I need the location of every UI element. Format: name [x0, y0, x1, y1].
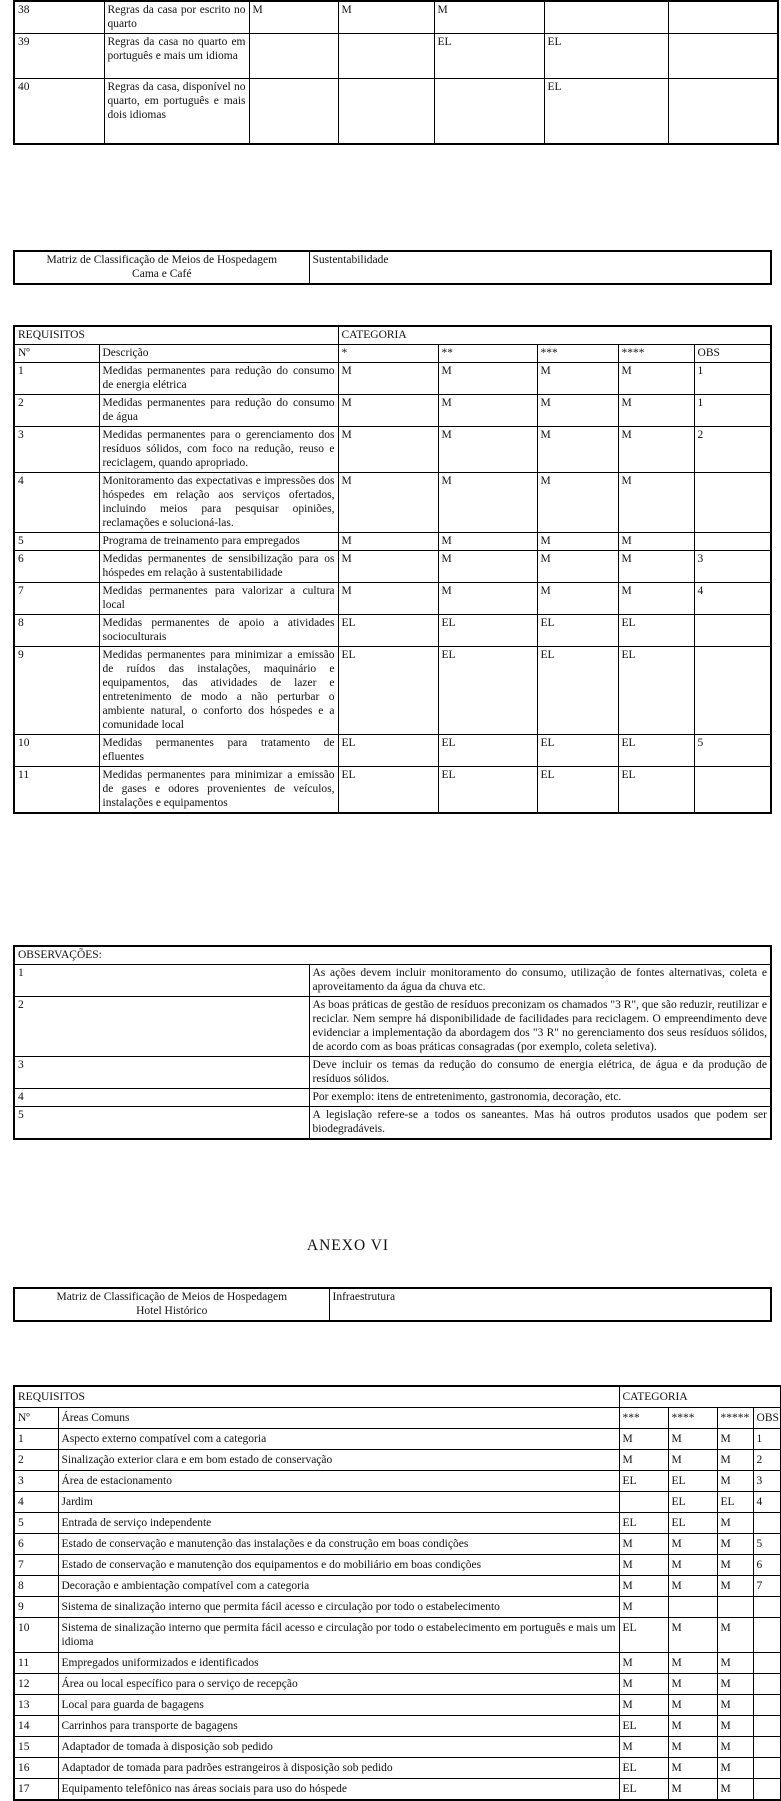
matrix-header-cama-e-cafe	[13, 250, 772, 285]
table-row	[14, 427, 771, 473]
obs-cell	[753, 1618, 781, 1653]
table-row	[14, 647, 771, 735]
obs-text: As boas práticas de gestão de resíduos preconizam os chamados "3 R", que são reduzir, reutilizar e reciclar. Nem sempre há disponibilidade de facilidades para reciclagem. O empreendimento deve evidenciar a implementação da abordagem dos "3 R" no gerenciamento dos seus resíduos sólidos, de acordo com as boas práticas consagradas (por exemplo, coleta seletiva).	[309, 997, 771, 1057]
star-cell: M	[619, 1674, 668, 1695]
star-cell: M	[668, 1653, 717, 1674]
requirement-description: Medidas permanentes para o gerenciamento dos resíduos sólidos, com foco na redução, reuso e reciclagem, quando apropriado.	[99, 427, 338, 473]
row-number: 7	[14, 1555, 58, 1576]
observacoes-table-body	[14, 965, 771, 1140]
star-cell: EL	[544, 79, 668, 144]
table-row	[14, 251, 771, 284]
star-cell: M	[438, 473, 537, 533]
column-header-numero: Nº	[14, 1408, 58, 1429]
obs-cell: 1	[694, 395, 771, 427]
row-number: 39	[14, 34, 104, 79]
requirement-description: Medidas permanentes para minimizar a emissão de ruídos das instalações, maquinário e equipamentos, das atividades de lazer e entretenimento de modo a não perturbar o ambiente natural, o conforto dos hóspedes e a comunidade local	[99, 647, 338, 735]
obs-cell	[753, 1737, 781, 1758]
matrix-title: Matriz de Classificação de Meios de Hospedagem	[46, 254, 278, 266]
star-cell: M	[438, 533, 537, 551]
star-cell: M	[618, 583, 694, 615]
obs-cell	[694, 533, 771, 551]
column-header-row	[14, 345, 771, 363]
obs-cell	[694, 767, 771, 814]
obs-cell	[753, 1779, 781, 1801]
table-row	[14, 1695, 781, 1716]
star-cell: M	[717, 1758, 753, 1779]
star-cell: EL	[618, 735, 694, 767]
column-header-1-star: *	[338, 345, 438, 363]
star-cell: M	[668, 1429, 717, 1450]
obs-cell	[753, 1758, 781, 1779]
star-cell	[619, 1492, 668, 1513]
obs-cell	[753, 1674, 781, 1695]
star-cell: M	[537, 395, 618, 427]
star-cell: M	[338, 533, 438, 551]
matrix-title-cell	[14, 1288, 329, 1321]
star-cell: M	[619, 1695, 668, 1716]
star-cell: M	[619, 1737, 668, 1758]
obs-cell: 6	[753, 1555, 781, 1576]
star-cell: M	[668, 1674, 717, 1695]
obs-cell: 4	[694, 583, 771, 615]
star-cell: M	[338, 427, 438, 473]
row-number: 6	[14, 551, 99, 583]
requirement-description: Local para guarda de bagagens	[58, 1695, 619, 1716]
star-cell	[249, 34, 338, 79]
row-number: 3	[14, 1471, 58, 1492]
star-cell: EL	[668, 1492, 717, 1513]
house-rules-table-body	[14, 1, 778, 144]
group-header-row	[14, 1386, 781, 1408]
star-cell: M	[537, 427, 618, 473]
table-row	[14, 1618, 781, 1653]
row-number: 2	[14, 395, 99, 427]
table-row	[14, 1107, 771, 1140]
column-header-areas-comuns: Áreas Comuns	[58, 1408, 619, 1429]
star-cell: M	[537, 551, 618, 583]
requirement-description: Medidas permanentes para redução do consumo de energia elétrica	[99, 363, 338, 395]
star-cell: M	[717, 1534, 753, 1555]
table-row	[14, 1471, 781, 1492]
star-cell: M	[338, 551, 438, 583]
star-cell: M	[618, 551, 694, 583]
star-cell: M	[619, 1597, 668, 1618]
star-cell: M	[618, 473, 694, 533]
obs-cell	[668, 1, 778, 34]
star-cell: M	[338, 363, 438, 395]
star-cell: EL	[438, 647, 537, 735]
star-cell: M	[537, 533, 618, 551]
requirement-description: Carrinhos para transporte de bagagens	[58, 1716, 619, 1737]
star-cell: EL	[619, 1779, 668, 1801]
row-number: 9	[14, 647, 99, 735]
obs-cell	[753, 1513, 781, 1534]
star-cell: M	[618, 363, 694, 395]
star-cell: EL	[537, 767, 618, 814]
obs-text: A legislação refere-se a todos os saneantes. Mas há outros produtos usados que podem ser biodegradáveis.	[309, 1107, 771, 1140]
column-header-4-star: ****	[668, 1408, 717, 1429]
table-row	[14, 1513, 781, 1534]
star-cell: EL	[668, 1471, 717, 1492]
obs-text: Deve incluir os temas da redução do consumo de energia elétrica, de água e da produção de resíduos sólidos.	[309, 1057, 771, 1089]
star-cell: M	[619, 1653, 668, 1674]
table-row	[14, 1653, 781, 1674]
table-row	[14, 1288, 771, 1321]
obs-number: 1	[14, 965, 309, 997]
star-cell	[249, 79, 338, 144]
table-row	[14, 1758, 781, 1779]
requirement-description: Monitoramento das expectativas e impressões dos hóspedes em relação aos serviços ofertados, incluindo meios para pesquisar opiniões, reclamações e solucioná-las.	[99, 473, 338, 533]
star-cell: EL	[619, 1716, 668, 1737]
star-cell: EL	[338, 647, 438, 735]
row-number: 38	[14, 1, 104, 34]
obs-number: 5	[14, 1107, 309, 1140]
row-number: 6	[14, 1534, 58, 1555]
row-number: 40	[14, 79, 104, 144]
star-cell: M	[668, 1618, 717, 1653]
obs-cell	[753, 1653, 781, 1674]
row-number: 5	[14, 1513, 58, 1534]
matrix-title-cell	[14, 251, 309, 284]
star-cell: M	[619, 1450, 668, 1471]
column-header-3-star: ***	[537, 345, 618, 363]
table-row	[14, 1450, 781, 1471]
star-cell: M	[438, 427, 537, 473]
obs-cell: 3	[753, 1471, 781, 1492]
table-row	[14, 395, 771, 427]
table-row	[14, 615, 771, 647]
sustentabilidade-table-body	[14, 363, 771, 814]
star-cell: M	[619, 1555, 668, 1576]
star-cell: EL	[717, 1492, 753, 1513]
star-cell: M	[619, 1534, 668, 1555]
obs-cell	[694, 473, 771, 533]
star-cell: M	[338, 395, 438, 427]
observacoes-table	[13, 945, 772, 1140]
row-number: 11	[14, 767, 99, 814]
star-cell: M	[717, 1471, 753, 1492]
obs-cell: 2	[753, 1450, 781, 1471]
star-cell: M	[717, 1674, 753, 1695]
row-number: 13	[14, 1695, 58, 1716]
star-cell: EL	[619, 1618, 668, 1653]
table-row	[14, 1429, 781, 1450]
sustentabilidade-requirements-table	[13, 325, 772, 814]
obs-cell	[694, 647, 771, 735]
table-row	[14, 551, 771, 583]
star-cell: M	[537, 363, 618, 395]
row-number: 8	[14, 615, 99, 647]
star-cell: M	[668, 1555, 717, 1576]
requirement-description: Medidas permanentes para redução do consumo de água	[99, 395, 338, 427]
star-cell: M	[668, 1695, 717, 1716]
star-cell	[544, 1, 668, 34]
requirement-description: Empregados uniformizados e identificados	[58, 1653, 619, 1674]
requirement-description: Área ou local específico para o serviço de recepção	[58, 1674, 619, 1695]
requirement-description: Sistema de sinalização interno que permita fácil acesso e circulação por todo o estabelecimento em português e mais um idioma	[58, 1618, 619, 1653]
star-cell: M	[338, 1, 434, 34]
table-row	[14, 735, 771, 767]
row-number: 12	[14, 1674, 58, 1695]
obs-cell: 5	[694, 735, 771, 767]
column-header-row	[14, 1408, 781, 1429]
star-cell: M	[618, 395, 694, 427]
column-header-5-star: *****	[717, 1408, 753, 1429]
obs-text: Por exemplo: itens de entretenimento, gastronomia, decoração, etc.	[309, 1089, 771, 1107]
categoria-group-header: CATEGORIA	[619, 1386, 781, 1408]
star-cell: M	[618, 533, 694, 551]
star-cell: M	[717, 1555, 753, 1576]
star-cell: M	[619, 1429, 668, 1450]
requisitos-group-header: REQUISITOS	[14, 1386, 619, 1408]
star-cell: M	[438, 551, 537, 583]
obs-cell	[668, 34, 778, 79]
table-row	[14, 473, 771, 533]
star-cell: M	[668, 1450, 717, 1471]
row-number: 10	[14, 1618, 58, 1653]
star-cell: EL	[544, 34, 668, 79]
star-cell: M	[438, 363, 537, 395]
star-cell	[717, 1597, 753, 1618]
obs-cell: 4	[753, 1492, 781, 1513]
requirement-description: Estado de conservação e manutenção dos equipamentos e do mobiliário em boas condições	[58, 1555, 619, 1576]
observacoes-title: OBSERVAÇÕES:	[14, 946, 771, 965]
table-row	[14, 34, 778, 79]
obs-cell: 1	[753, 1429, 781, 1450]
obs-cell	[753, 1716, 781, 1737]
table-row	[14, 1555, 781, 1576]
categoria-group-header: CATEGORIA	[338, 326, 771, 345]
table-row	[14, 1597, 781, 1618]
requirement-description: Adaptador de tomada para padrões estrangeiros à disposição sob pedido	[58, 1758, 619, 1779]
obs-number: 2	[14, 997, 309, 1057]
row-number: 16	[14, 1758, 58, 1779]
star-cell: M	[668, 1534, 717, 1555]
star-cell: EL	[668, 1513, 717, 1534]
star-cell	[338, 34, 434, 79]
table-row	[14, 1534, 781, 1555]
row-number: 1	[14, 1429, 58, 1450]
table-row	[14, 533, 771, 551]
star-cell: M	[537, 473, 618, 533]
star-cell: M	[668, 1758, 717, 1779]
star-cell: EL	[438, 735, 537, 767]
requirement-description: Estado de conservação e manutenção das instalações e da construção em boas condições	[58, 1534, 619, 1555]
column-header-4-star: ****	[618, 345, 694, 363]
matrix-topic-cell: Sustentabilidade	[309, 251, 771, 284]
matrix-subtitle: Hotel Histórico	[136, 1305, 208, 1318]
house-rules-table-fragment	[13, 0, 779, 145]
obs-cell: 2	[694, 427, 771, 473]
obs-cell: 7	[753, 1576, 781, 1597]
requirement-description: Adaptador de tomada à disposição sob pedido	[58, 1737, 619, 1758]
star-cell: EL	[338, 615, 438, 647]
group-header-row	[14, 326, 771, 345]
obs-cell: 5	[753, 1534, 781, 1555]
star-cell: EL	[619, 1758, 668, 1779]
row-number: 10	[14, 735, 99, 767]
star-cell: M	[717, 1653, 753, 1674]
requisitos-group-header: REQUISITOS	[14, 326, 338, 345]
requirement-description: Aspecto externo compatível com a categoria	[58, 1429, 619, 1450]
table-row	[14, 1576, 781, 1597]
requirement-description: Medidas permanentes de apoio a atividades socioculturais	[99, 615, 338, 647]
star-cell: M	[537, 583, 618, 615]
table-row	[14, 79, 778, 144]
star-cell: M	[668, 1716, 717, 1737]
star-cell: M	[618, 427, 694, 473]
star-cell: M	[668, 1576, 717, 1597]
table-row	[14, 1737, 781, 1758]
star-cell: M	[338, 583, 438, 615]
requirement-description: Sistema de sinalização interno que permita fácil acesso e circulação por todo o estabelecimento	[58, 1597, 619, 1618]
star-cell: M	[438, 395, 537, 427]
requirement-description: Programa de treinamento para empregados	[99, 533, 338, 551]
star-cell: M	[338, 473, 438, 533]
obs-text: As ações devem incluir monitoramento do consumo, utilização de fontes alternativas, coleta e aproveitamento da água da chuva etc.	[309, 965, 771, 997]
infraestrutura-table-body	[14, 1429, 781, 1801]
star-cell: EL	[618, 615, 694, 647]
star-cell	[668, 1597, 717, 1618]
star-cell: EL	[619, 1471, 668, 1492]
obs-cell	[753, 1597, 781, 1618]
table-row	[14, 1089, 771, 1107]
table-row	[14, 997, 771, 1057]
star-cell: M	[717, 1695, 753, 1716]
star-cell: M	[434, 1, 544, 34]
row-number: 14	[14, 1716, 58, 1737]
star-cell: M	[438, 583, 537, 615]
table-row	[14, 1674, 781, 1695]
star-cell: M	[717, 1737, 753, 1758]
requirement-description: Medidas permanentes para tratamento de efluentes	[99, 735, 338, 767]
star-cell: EL	[619, 1513, 668, 1534]
column-header-descricao: Descrição	[99, 345, 338, 363]
star-cell: M	[249, 1, 338, 34]
requirement-description: Regras da casa, disponível no quarto, em português e mais dois idiomas	[104, 79, 249, 144]
row-number: 3	[14, 427, 99, 473]
column-header-2-star: **	[438, 345, 537, 363]
star-cell: EL	[438, 767, 537, 814]
row-number: 5	[14, 533, 99, 551]
requirement-description: Entrada de serviço independente	[58, 1513, 619, 1534]
matrix-header-hotel-historico	[13, 1287, 772, 1322]
row-number: 9	[14, 1597, 58, 1618]
table-row	[14, 1492, 781, 1513]
star-cell: EL	[434, 34, 544, 79]
star-cell	[434, 79, 544, 144]
requirement-description: Área de estacionamento	[58, 1471, 619, 1492]
obs-cell	[753, 1695, 781, 1716]
table-row	[14, 363, 771, 395]
star-cell: M	[668, 1737, 717, 1758]
table-row	[14, 1779, 781, 1801]
column-header-3-star: ***	[619, 1408, 668, 1429]
anexo-vi-heading: ANEXO VI	[306, 1237, 390, 1254]
requirement-description: Sinalização exterior clara e em bom estado de conservação	[58, 1450, 619, 1471]
obs-cell: 1	[694, 363, 771, 395]
obs-cell	[694, 615, 771, 647]
star-cell	[338, 79, 434, 144]
requirement-description: Medidas permanentes de sensibilização para os hóspedes em relação à sustentabilidade	[99, 551, 338, 583]
star-cell: EL	[537, 735, 618, 767]
row-number: 4	[14, 1492, 58, 1513]
star-cell: EL	[537, 615, 618, 647]
star-cell: EL	[537, 647, 618, 735]
star-cell: EL	[338, 735, 438, 767]
row-number: 11	[14, 1653, 58, 1674]
row-number: 17	[14, 1779, 58, 1801]
matrix-topic-cell: Infraestrutura	[329, 1288, 771, 1321]
star-cell: M	[717, 1618, 753, 1653]
obs-cell	[668, 79, 778, 144]
column-header-obs: OBS	[753, 1408, 781, 1429]
star-cell: M	[717, 1576, 753, 1597]
requirement-description: Regras da casa por escrito no quarto	[104, 1, 249, 34]
star-cell: M	[717, 1779, 753, 1801]
table-row	[14, 1, 778, 34]
obs-number: 3	[14, 1057, 309, 1089]
obs-number: 4	[14, 1089, 309, 1107]
requirement-description: Medidas permanentes para minimizar a emissão de gases e odores provenientes de veículos, instalações e equipamentos	[99, 767, 338, 814]
row-number: 4	[14, 473, 99, 533]
infraestrutura-requirements-table	[13, 1385, 781, 1801]
row-number: 7	[14, 583, 99, 615]
observacoes-title-row	[14, 946, 771, 965]
table-row	[14, 965, 771, 997]
table-row	[14, 1057, 771, 1089]
star-cell: M	[717, 1450, 753, 1471]
matrix-subtitle: Cama e Café	[132, 268, 192, 281]
matrix-title: Matriz de Classificação de Meios de Hospedagem	[56, 1291, 288, 1303]
requirement-description: Decoração e ambientação compatível com a categoria	[58, 1576, 619, 1597]
obs-cell: 3	[694, 551, 771, 583]
row-number: 15	[14, 1737, 58, 1758]
star-cell: M	[668, 1779, 717, 1801]
row-number: 1	[14, 363, 99, 395]
star-cell: M	[717, 1716, 753, 1737]
star-cell: EL	[438, 615, 537, 647]
star-cell: M	[619, 1576, 668, 1597]
star-cell: M	[717, 1429, 753, 1450]
star-cell: EL	[618, 647, 694, 735]
column-header-obs: OBS	[694, 345, 771, 363]
requirement-description: Jardim	[58, 1492, 619, 1513]
column-header-numero: Nº	[14, 345, 99, 363]
star-cell: EL	[338, 767, 438, 814]
table-row	[14, 583, 771, 615]
row-number: 2	[14, 1450, 58, 1471]
requirement-description: Equipamento telefônico nas áreas sociais para uso do hóspede	[58, 1779, 619, 1801]
requirement-description: Regras da casa no quarto em português e mais um idioma	[104, 34, 249, 79]
table-row	[14, 767, 771, 814]
table-row	[14, 1716, 781, 1737]
row-number: 8	[14, 1576, 58, 1597]
requirement-description: Medidas permanentes para valorizar a cultura local	[99, 583, 338, 615]
star-cell: EL	[618, 767, 694, 814]
star-cell: M	[717, 1513, 753, 1534]
